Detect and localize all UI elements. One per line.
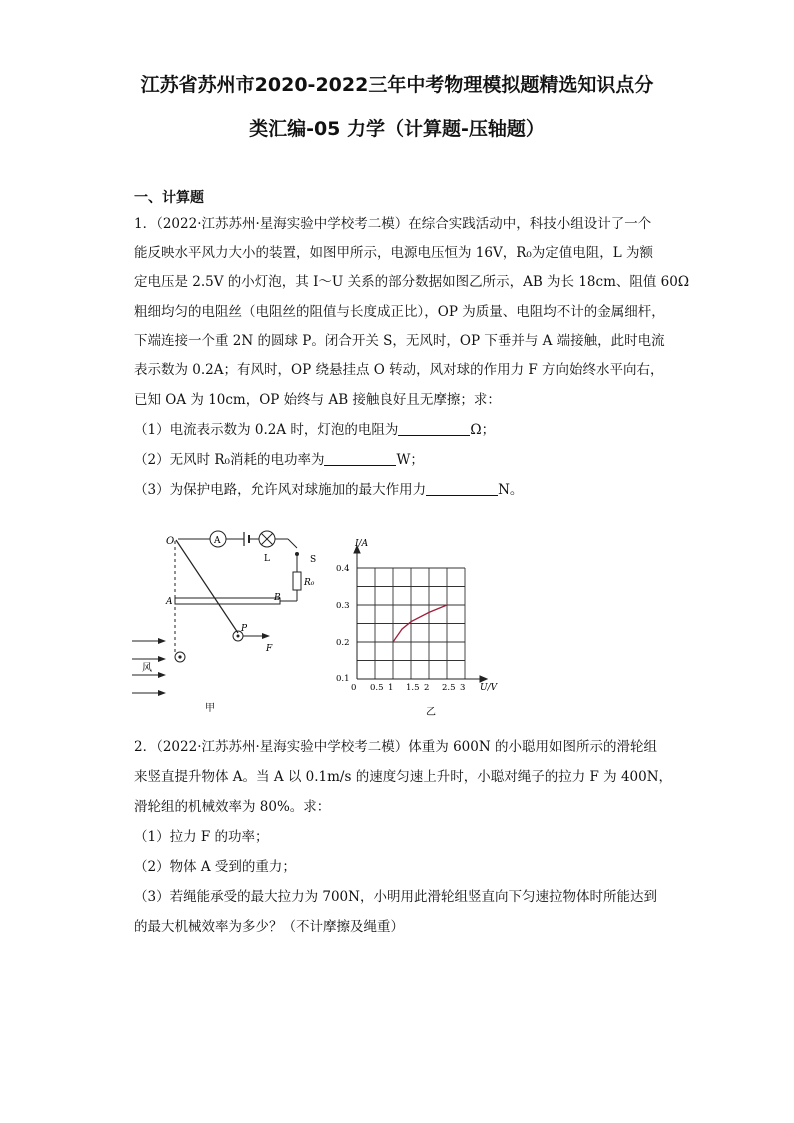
label-O: O (166, 536, 175, 547)
q1-line: 定电压是 2.5V 的小灯泡，其 I～U 关系的部分数据如图乙所示，AB 为长 18cm、阻值 60Ω (134, 274, 690, 290)
q2-line: （1）拉力 F 的功率； (134, 829, 269, 845)
y-tick-label: 0.2 (336, 638, 350, 648)
x-tick-label: 2 (424, 683, 430, 693)
x-axis-arrow (480, 676, 487, 682)
x-tick-label: 1 (388, 683, 394, 693)
answer-blank-2[interactable] (324, 451, 396, 466)
q2-line: 滑轮组的机械效率为 80%。求： (134, 799, 331, 815)
y-tick-label: 0.1 (336, 674, 350, 684)
label-B: B (274, 593, 281, 603)
x-tick-label: 2.5 (442, 683, 456, 693)
x-tick-label: 1.5 (406, 683, 420, 693)
q1-sub2-text: （2）无风时 R₀消耗的电功率为 (134, 452, 325, 468)
q1-line: 表示数为 0.2A；有风时，OP 绕悬挂点 O 转动，风对球的作用力 F 方向始终水平向右， (134, 362, 664, 378)
label-L: L (264, 554, 270, 564)
answer-blank-1[interactable] (398, 421, 470, 436)
label-wind: 风 (142, 663, 152, 674)
q2-line: （2）物体 A 受到的重力； (134, 859, 296, 875)
q1-sub1-text: （1）电流表示数为 0.2A 时，灯泡的电阻为 (134, 422, 399, 438)
label-S: S (310, 555, 317, 565)
answer-blank-3[interactable] (426, 481, 498, 496)
q2-line: 来竖直提升物体 A。当 A 以 0.1m/s 的速度匀速上升时，小聪对绳子的拉力 F 为 400N， (134, 769, 673, 785)
doc-title-line1: 江苏省苏州市2020-2022三年中考物理模拟题精选知识点分 (140, 74, 654, 96)
figure-jia-caption: 甲 (205, 703, 215, 714)
q1-sub3-unit: N。 (498, 482, 524, 498)
y-tick-label: 0.4 (336, 564, 350, 574)
label-R0: R₀ (304, 578, 315, 588)
doc-title-line2: 类汇编-05 力学（计算题-压轴题） (249, 118, 545, 140)
y-tick-label: 0.3 (336, 601, 350, 611)
q1-sub1-unit: Ω； (470, 422, 496, 438)
section-heading: 一、计算题 (134, 190, 204, 206)
q2-line: （3）若绳能承受的最大拉力为 700N，小明用此滑轮组竖直向下匀速拉物体时所能达到 (134, 889, 657, 905)
q1-sub3-text: （3）为保护电路，允许风对球施加的最大作用力 (134, 482, 427, 498)
q1-line: 粗细均匀的电阻丝（电阻丝的阻值与长度成正比），OP 为质量、电阻均不计的金属细杆， (134, 304, 665, 320)
figure-yi-caption: 乙 (426, 707, 436, 718)
q1-line: 下端连接一个重 2N 的圆球 P。闭合开关 S，无风时，OP 下垂并与 A 端接触，此时电流 (134, 333, 665, 349)
label-P: P (241, 624, 248, 634)
q1-line: 能反映水平风力大小的装置，如图甲所示，电源电压恒为 16V，R₀为定值电阻，L 为额 (134, 245, 654, 261)
figure-yi-chart (330, 530, 510, 720)
q1-line: 已知 OA 为 10cm，OP 始终与 AB 接触良好且无摩擦；求： (134, 392, 501, 408)
q2-line: 2．（2022·江苏苏州·星海实验中学校考二模）体重为 600N 的小聪用如图所示的滑轮组 (134, 739, 657, 755)
label-A: A (166, 597, 173, 607)
x-tick-label: 3 (460, 683, 466, 693)
q1-sub2-unit: W； (396, 452, 424, 468)
x-tick-label: 0 (351, 683, 357, 693)
q1-subquestion-2 (134, 448, 424, 468)
x-tick-label: 0.5 (370, 683, 384, 693)
q1-subquestion-1 (134, 418, 495, 438)
q1-subquestion-3 (134, 478, 523, 498)
q1-line: 1．（2022·江苏苏州·星海实验中学校考二模）在综合实践活动中，科技小组设计了一个 (134, 216, 652, 232)
figure-jia-circuit (130, 520, 330, 720)
label-F: F (266, 644, 273, 654)
switch-symbol (288, 539, 297, 548)
label-ammeter: A (214, 536, 221, 546)
y-axis-label: I/A (355, 539, 369, 549)
q2-line: 的最大机械效率为多少？（不计摩擦及绳重） (134, 919, 404, 935)
x-axis-label: U/V (480, 683, 498, 693)
